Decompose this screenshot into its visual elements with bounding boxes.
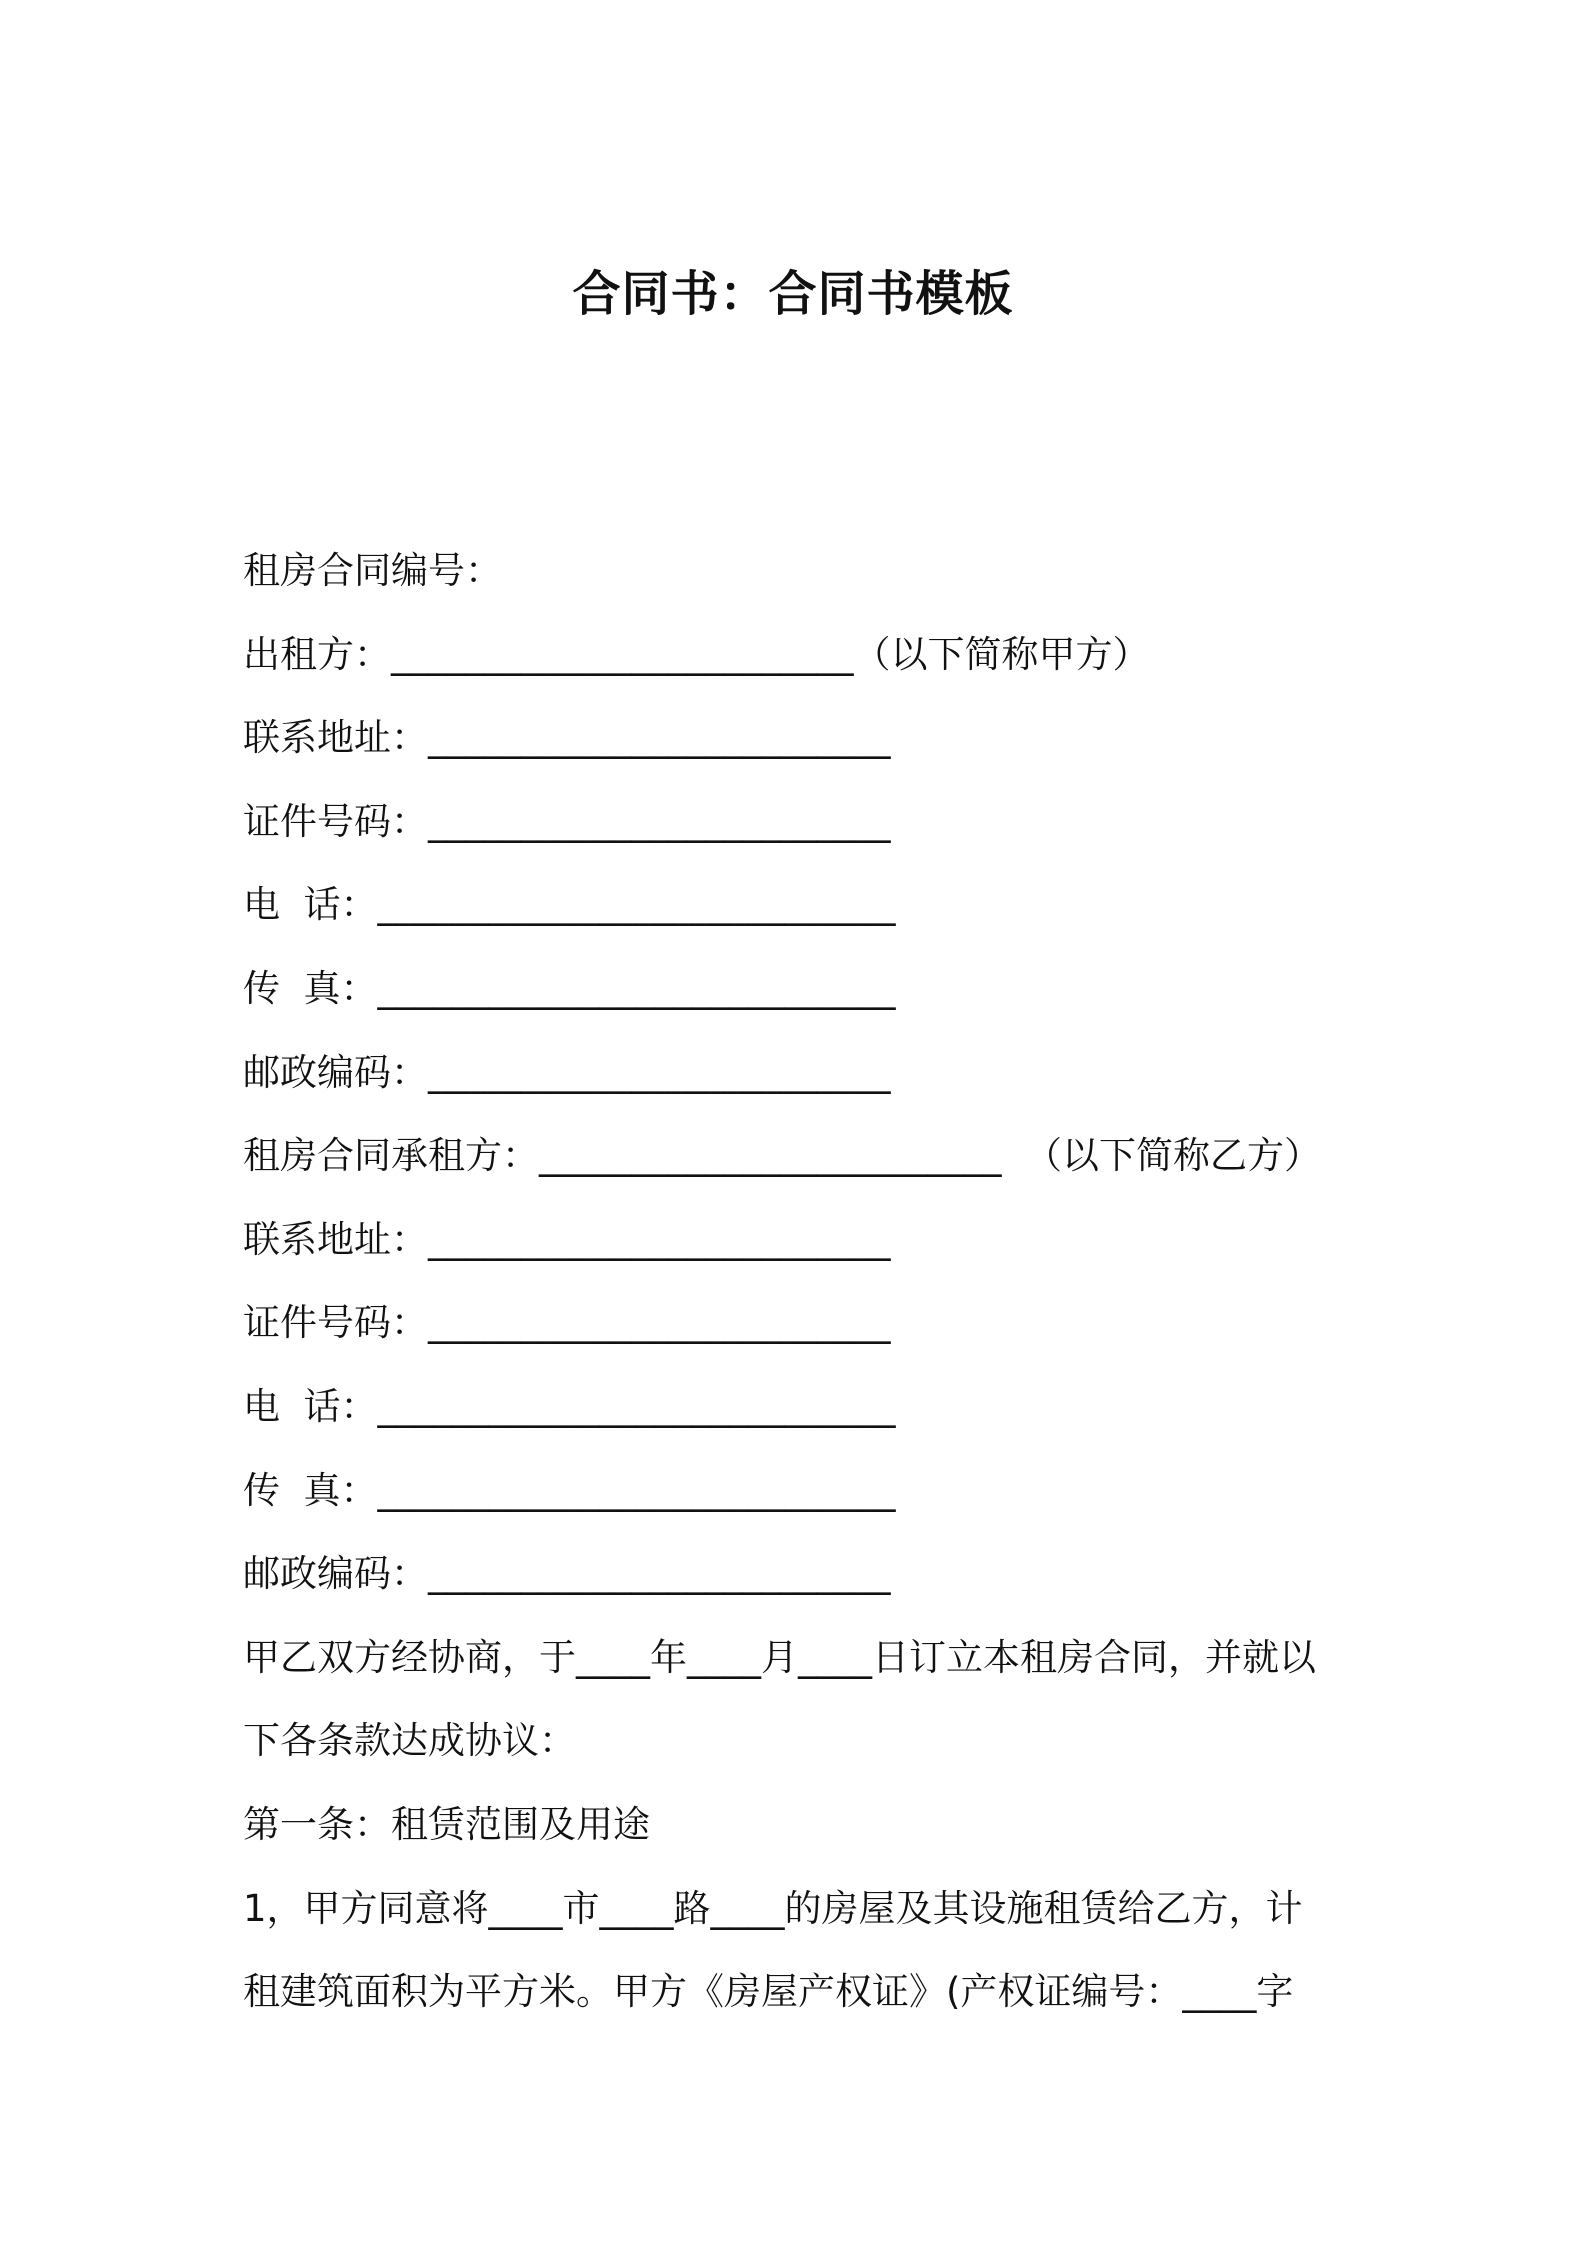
lessee-line: 租房合同承租方：_________________________ （以下简称乙方） xyxy=(243,1134,1322,1177)
contract-number-line: 租房合同编号： xyxy=(243,549,502,592)
article-one-heading: 第一条：租赁范围及用途 xyxy=(243,1803,650,1846)
article-one-clause-line-1: 1，甲方同意将____市____路____的房屋及其设施租赁给乙方，计 xyxy=(243,1887,1303,1930)
document-title: 合同书：合同书模板 xyxy=(572,266,1014,322)
agreement-intro-line-1: 甲乙双方经协商，于____年____月____日订立本租房合同，并就以 xyxy=(243,1636,1316,1679)
lessor-id-line: 证件号码：_________________________ xyxy=(243,800,891,843)
lessor-fax-line: 传 真：____________________________ xyxy=(243,967,896,1010)
lessee-postcode-line: 邮政编码：_________________________ xyxy=(243,1552,891,1595)
lessee-id-line: 证件号码：_________________________ xyxy=(243,1301,891,1344)
lessee-fax-line: 传 真：____________________________ xyxy=(243,1469,896,1512)
agreement-intro-line-2: 下各条款达成协议： xyxy=(243,1719,576,1762)
article-one-clause-line-2: 租建筑面积为平方米。甲方《房屋产权证》(产权证编号：____字 xyxy=(243,1970,1294,2013)
lessor-phone-line: 电 话：____________________________ xyxy=(243,883,896,926)
lessee-address-line: 联系地址：_________________________ xyxy=(243,1218,891,1261)
lessee-phone-line: 电 话：____________________________ xyxy=(243,1385,896,1428)
lessor-line: 出租方：_________________________（以下简称甲方） xyxy=(243,633,1150,676)
lessor-postcode-line: 邮政编码：_________________________ xyxy=(243,1051,891,1094)
lessor-address-line: 联系地址：_________________________ xyxy=(243,716,891,759)
